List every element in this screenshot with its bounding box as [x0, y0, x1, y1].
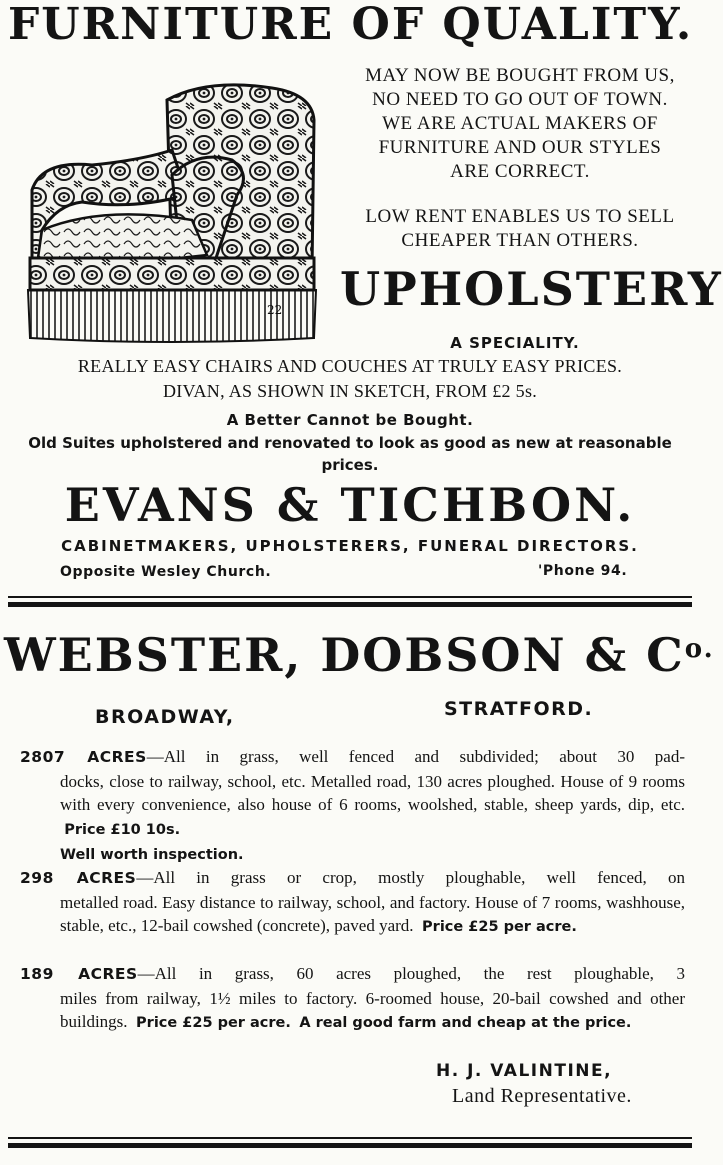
upholstery-heading: UPHOLSTERY: [340, 262, 723, 316]
listing-body: miles from railway, 1½ miles to factory. 6-roomed house, 20-bail cowshed and other buildings.: [60, 988, 685, 1031]
speciality-line: A SPECIALITY.: [450, 334, 580, 352]
phone-number: 'Phone 94.: [538, 563, 628, 579]
webster-firm-sup: o.: [684, 634, 715, 664]
listing-2807-acres: [20, 745, 685, 868]
listing-line1: —All in grass, well fenced and subdivided; about 30 pad-: [146, 747, 686, 766]
armchair-illustration: [22, 80, 322, 350]
listing-body-block: [20, 770, 685, 868]
evans-tichbon-heading: EVANS & TICHBON.: [64, 478, 636, 532]
agent-title: Land Representative.: [452, 1085, 632, 1107]
location-line: Opposite Wesley Church.: [60, 564, 272, 580]
listing-body: metalled road. Easy distance to railway, school, and factory. House of 7 rooms, washhouse, stable, etc., 12-bail cowshed (concrete), paved yard.: [60, 892, 685, 935]
better-line: A Better Cannot be Bought.: [226, 411, 474, 429]
divider-rule-thick: [8, 602, 692, 607]
intro-line-1: MAY NOW BE BOUGHT FROM US,: [365, 65, 675, 86]
intro-line-4: FURNITURE AND OUR STYLES: [378, 137, 662, 158]
listing-189-acres: [20, 962, 685, 1036]
listing-acres: 2807 ACRES: [20, 748, 147, 766]
stratford-label: STRATFORD.: [444, 698, 594, 720]
listing-price: Price £10 10s.: [64, 821, 181, 838]
listing-298-acres: [20, 866, 685, 940]
armchair-sketch: [22, 80, 322, 350]
listing-body-block: [20, 987, 685, 1036]
listing-first-line: [20, 866, 685, 891]
intro-line-5: ARE CORRECT.: [450, 161, 590, 182]
listing-price: Price £25 per acre.: [136, 1015, 291, 1031]
listing-body-block: [20, 891, 685, 940]
webster-dobson-heading: [4, 628, 715, 682]
listing-note: Well worth inspection.: [60, 847, 244, 863]
listing-acres: 298 ACRES: [20, 869, 137, 887]
divider-rule-thin: [8, 596, 692, 598]
listing-note: A real good farm and cheap at the price.: [299, 1015, 632, 1031]
agent-name: H. J. VALINTINE,: [436, 1061, 613, 1081]
low-rent-line-2: CHEAPER THAN OTHERS.: [401, 230, 639, 251]
easy-chairs-line: REALLY EASY CHAIRS AND COUCHES AT TRULY EASY PRICES.: [77, 356, 623, 376]
webster-firm-name: WEBSTER, DOBSON & C: [4, 628, 685, 682]
intro-line-2: NO NEED TO GO OUT OF TOWN.: [372, 89, 668, 110]
trades-line: CABINETMAKERS, UPHOLSTERERS, FUNERAL DIRECTORS.: [61, 537, 639, 555]
bottom-rule-thin: [8, 1137, 692, 1139]
listing-price: Price £25 per acre.: [422, 919, 577, 935]
sketch-number: 22: [267, 303, 283, 317]
intro-line-3: WE ARE ACTUAL MAKERS OF: [382, 113, 658, 134]
divan-price-line: DIVAN, AS SHOWN IN SKETCH, FROM £2 5s.: [162, 381, 538, 401]
listing-line1: —All in grass or crop, mostly ploughable, well fenced, on: [136, 868, 686, 887]
listing-first-line: [20, 745, 685, 770]
broadway-label: BROADWAY,: [95, 706, 235, 728]
listing-first-line: [20, 962, 685, 987]
bottom-rule-thick: [8, 1143, 692, 1148]
low-rent-line-1: LOW RENT ENABLES US TO SELL: [365, 206, 675, 227]
headline: FURNITURE OF QUALITY.: [8, 0, 694, 50]
old-suites-line: Old Suites upholstered and renovated to look as good as new at reasonable prices.: [28, 434, 672, 474]
listing-line1: —All in grass, 60 acres ploughed, the rest ploughable, 3: [137, 964, 685, 983]
listing-body: docks, close to railway, school, etc. Metalled road, 130 acres ploughed. House of 9 rooms with every convenience, also house of 6 rooms, woolshed, stable, sheep yards, dip, etc.: [60, 771, 685, 814]
listing-acres: 189 ACRES: [20, 965, 138, 983]
